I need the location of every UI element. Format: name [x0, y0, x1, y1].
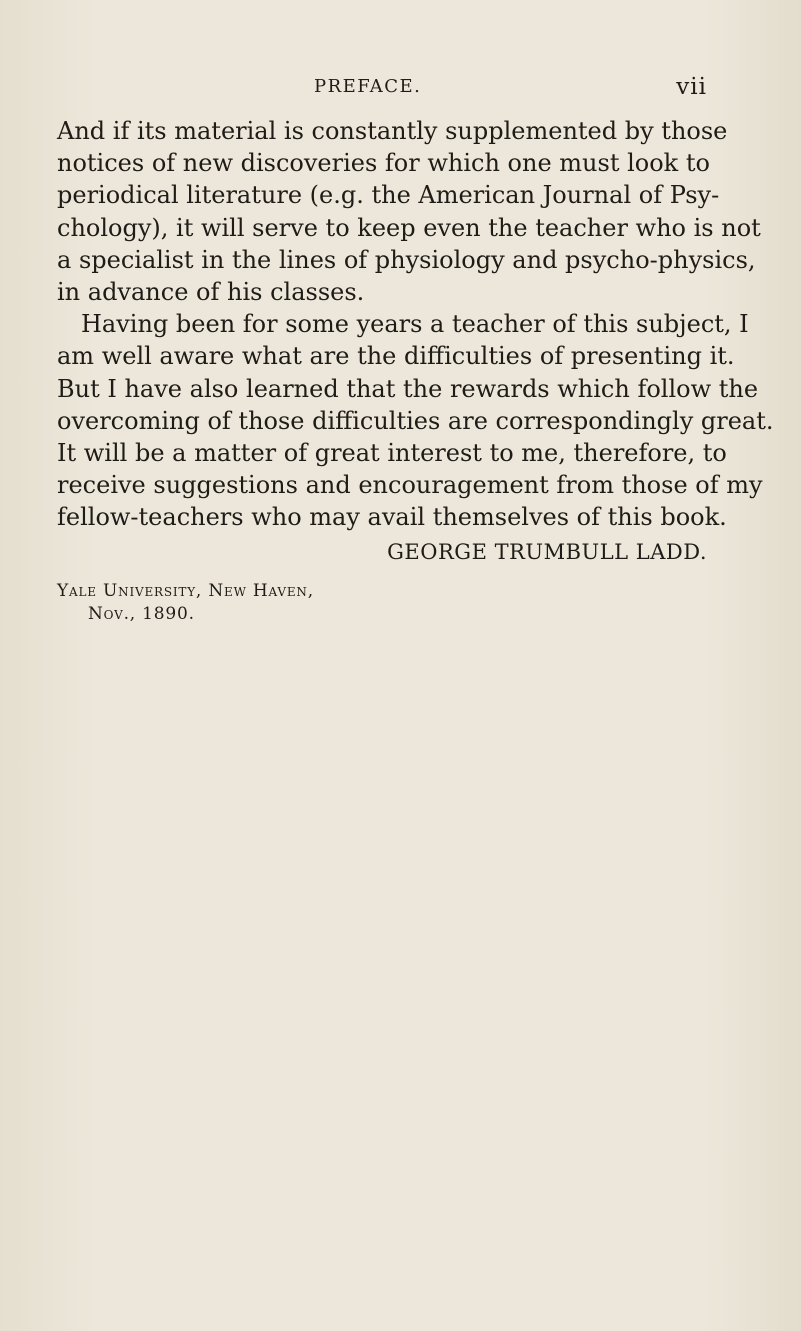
- text-line: It will be a matter of great interest to me, therefore, to: [57, 438, 727, 467]
- author-signature: GEORGE TRUMBULL LADD.: [387, 540, 707, 564]
- page-number: vii: [676, 74, 707, 100]
- text-line: Having been for some years a teacher of this subject, I: [81, 310, 749, 339]
- text-line: But I have also learned that the rewards which follow the: [57, 374, 759, 403]
- date-line: Nov., 1890.: [88, 604, 195, 624]
- text-line: a specialist in the lines of physiology and psycho-physics,: [57, 245, 756, 274]
- text-line: fellow-teachers who may avail themselves of this book.: [57, 503, 727, 532]
- running-head: [57, 76, 707, 106]
- text-line: overcoming of those difficulties are correspondingly great.: [57, 406, 774, 435]
- text-line: notices of new discoveries for which one must look to: [57, 149, 710, 178]
- running-title: PREFACE.: [314, 76, 422, 97]
- preface-text: [57, 115, 774, 533]
- text-line: chology), it will serve to keep even the teacher who is not: [57, 213, 761, 242]
- text-line: And if its material is constantly supplemented by those: [57, 117, 728, 145]
- text-line: receive suggestions and encouragement from those of my: [57, 471, 763, 500]
- text-line: periodical literature (e.g. the American Journal of Psy-: [57, 181, 720, 210]
- text-line: in advance of his classes.: [57, 277, 365, 306]
- place-line: Yale University, New Haven,: [57, 581, 314, 601]
- text-line: am well aware what are the difficulties of presenting it.: [57, 342, 735, 371]
